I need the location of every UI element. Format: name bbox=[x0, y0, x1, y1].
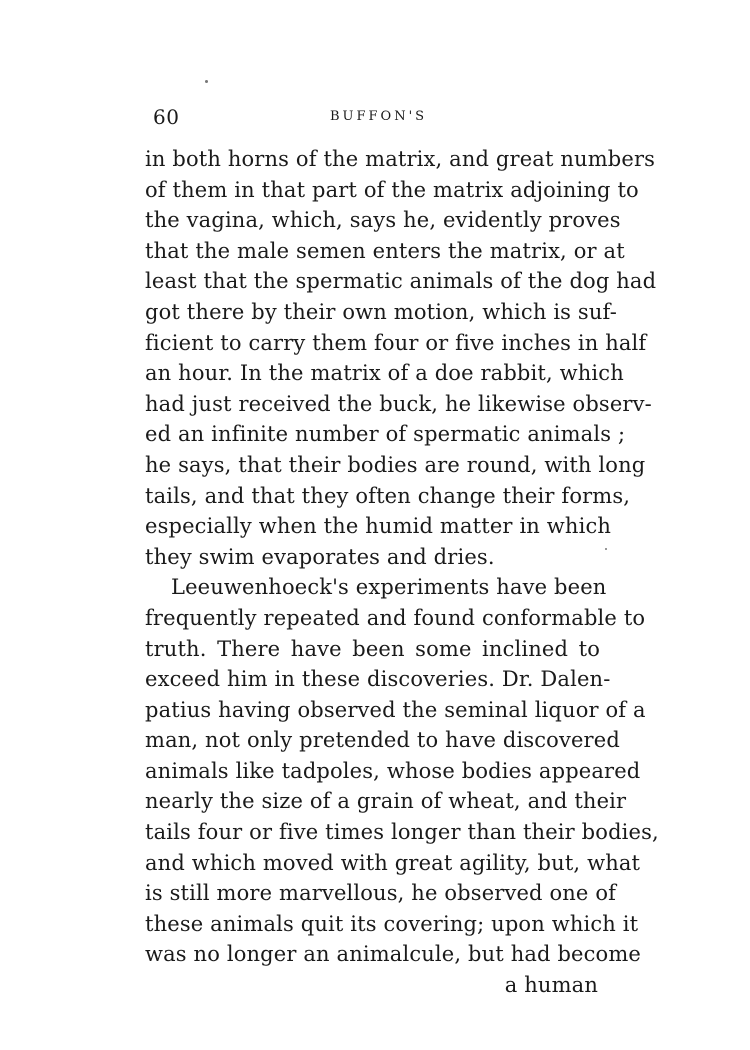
text-line: and which moved with great agility, but, what bbox=[145, 850, 641, 875]
text-line: an hour. In the matrix of a doe rabbit, which bbox=[145, 361, 624, 386]
text-line: truth. There have been some inclined to bbox=[145, 636, 600, 661]
text-line: animals like tadpoles, whose bodies appeared bbox=[145, 758, 641, 783]
page-number: 60 bbox=[153, 105, 180, 129]
text-line: in both horns of the matrix, and great numbers bbox=[145, 147, 656, 171]
text-line: frequently repeated and found conformable to bbox=[145, 605, 646, 630]
page-header bbox=[150, 105, 600, 135]
paragraph-end-line: they swim evaporates and dries. bbox=[145, 544, 495, 569]
text-line: tails four or five times longer than their bodies, bbox=[145, 820, 659, 845]
text-line: the vagina, which, says he, evidently proves bbox=[145, 208, 621, 233]
text-line: man, not only pretended to have discovered bbox=[145, 728, 620, 753]
text-line: nearly the size of a grain of wheat, and their bbox=[145, 789, 627, 814]
ink-speck bbox=[205, 80, 208, 83]
text-line: ed an infinite number of spermatic animals ; bbox=[145, 422, 626, 447]
text-line: had just received the buck, he likewise observ- bbox=[145, 391, 652, 416]
text-line: is still more marvellous, he observed one of bbox=[145, 881, 617, 906]
running-head: BUFFON'S bbox=[330, 109, 428, 124]
body-text bbox=[145, 144, 659, 1001]
ink-speck bbox=[605, 548, 607, 550]
text-line: patius having observed the seminal liquor of a bbox=[145, 697, 646, 722]
catchword: a human bbox=[504, 973, 598, 998]
text-line: he says, that their bodies are round, with long bbox=[145, 452, 646, 477]
text-line: of them in that part of the matrix adjoining to bbox=[145, 177, 639, 202]
text-line: got there by their own motion, which is suf- bbox=[145, 299, 617, 324]
text-line: least that the spermatic animals of the dog had bbox=[145, 269, 657, 294]
text-line: ficient to carry them four or five inches in half bbox=[145, 330, 647, 355]
text-line: especially when the humid matter in which bbox=[145, 514, 612, 539]
text-line: that the male semen enters the matrix, or at bbox=[145, 238, 625, 263]
text-line: was no longer an animalcule, but had become bbox=[145, 942, 641, 967]
text-line: tails, and that they often change their forms, bbox=[145, 483, 631, 508]
paragraph-start-line: Leeuwenhoeck's experiments have been bbox=[171, 575, 607, 600]
text-line: exceed him in these discoveries. Dr. Dalen- bbox=[145, 667, 611, 692]
text-line: these animals quit its covering; upon which it bbox=[145, 911, 639, 936]
